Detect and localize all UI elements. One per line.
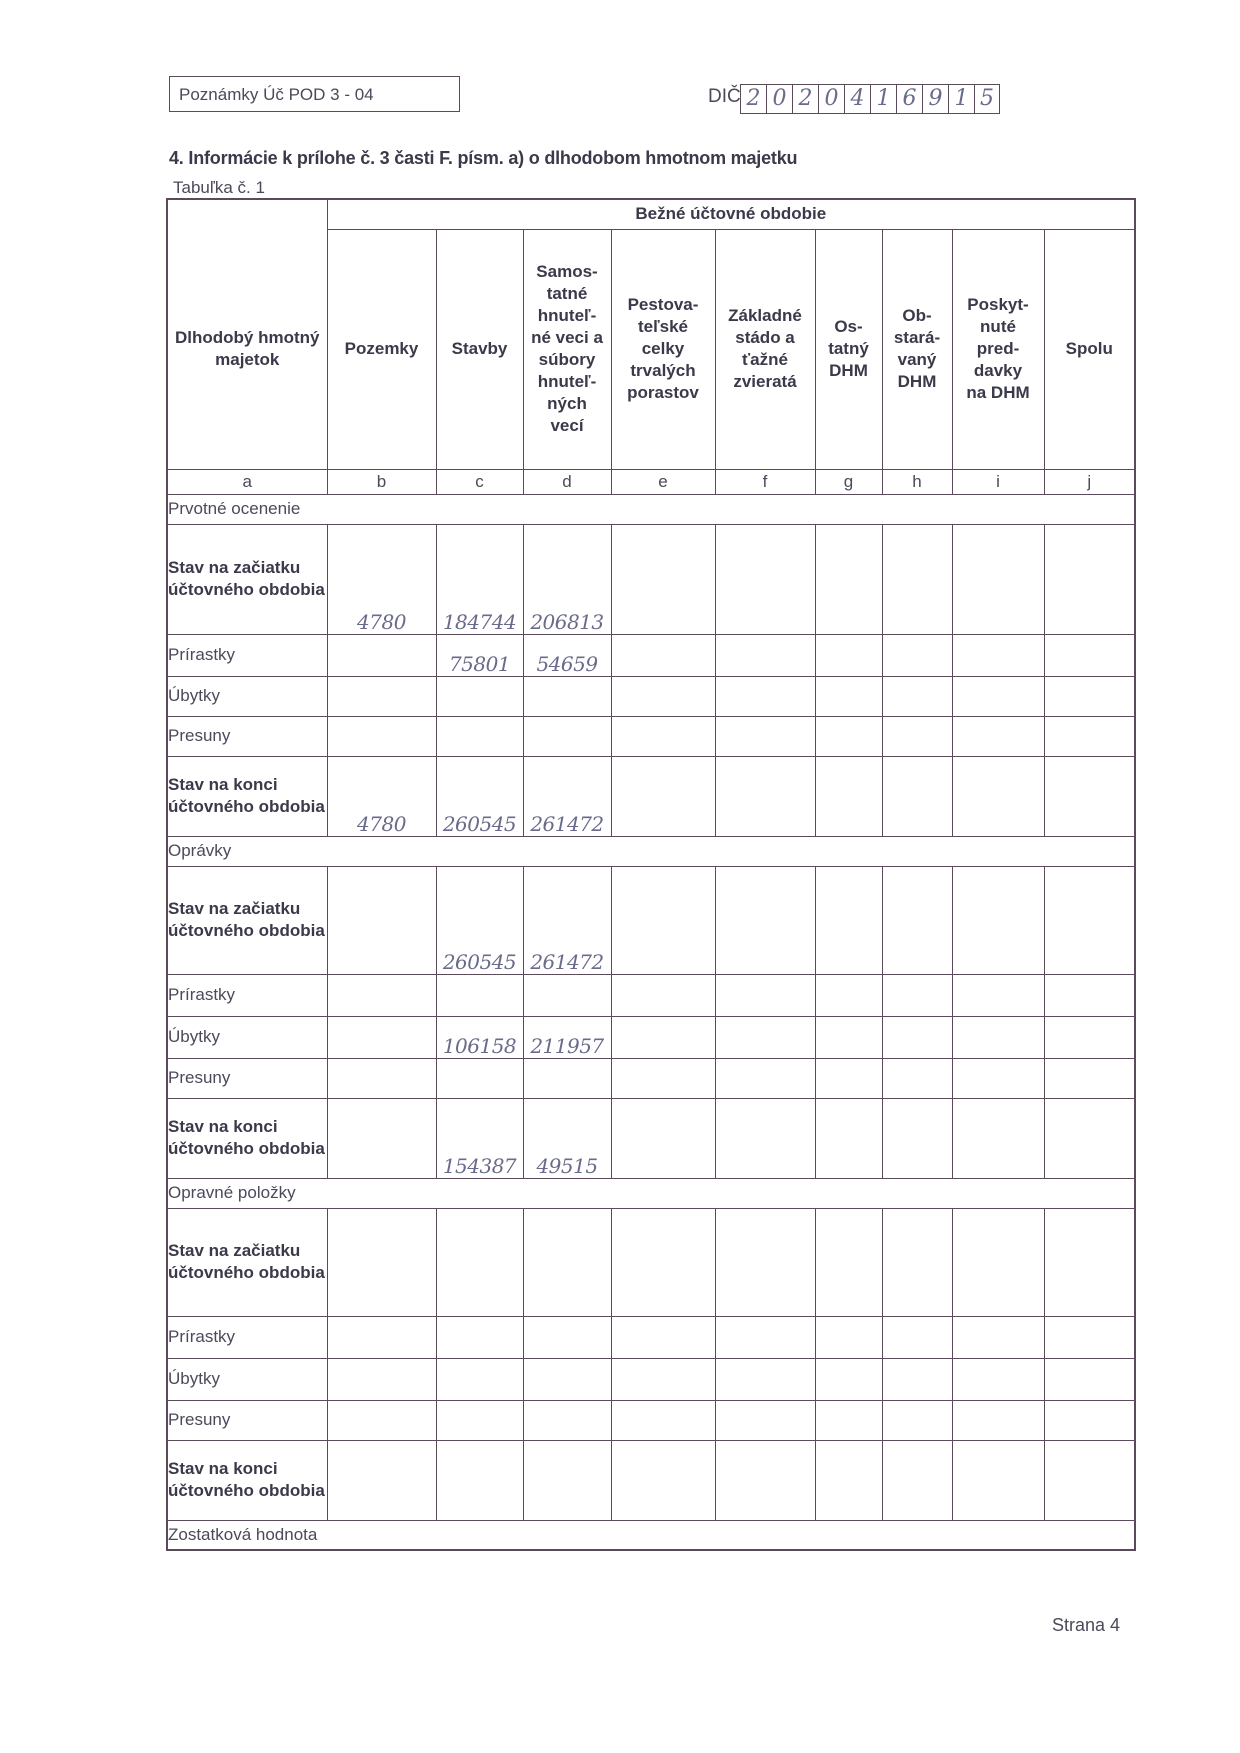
dic-digit: 0 bbox=[818, 84, 844, 114]
value-cell: 211957 bbox=[523, 1016, 611, 1058]
value-cell bbox=[1044, 676, 1135, 716]
value-cell bbox=[327, 866, 436, 974]
table-row bbox=[167, 634, 1135, 676]
value-cell bbox=[1044, 1098, 1135, 1178]
table-label: Tabuľka č. 1 bbox=[173, 178, 265, 197]
value-cell bbox=[327, 1358, 436, 1400]
value-cell bbox=[815, 1440, 882, 1520]
value-cell bbox=[436, 676, 523, 716]
value-cell bbox=[1044, 1400, 1135, 1440]
value-cell bbox=[1044, 1440, 1135, 1520]
value-cell bbox=[523, 1316, 611, 1358]
row-label: Úbytky bbox=[167, 676, 327, 716]
table-row bbox=[167, 1058, 1135, 1098]
value-cell bbox=[611, 634, 715, 676]
final-row bbox=[167, 1520, 1135, 1550]
value-cell bbox=[523, 676, 611, 716]
row-label: Prírastky bbox=[167, 1316, 327, 1358]
page-number: Strana 4 bbox=[1052, 1615, 1121, 1635]
form-code-box: Poznámky Úč POD 3 - 04 bbox=[169, 76, 460, 112]
value-cell bbox=[611, 1358, 715, 1400]
value-cell: 154387 bbox=[436, 1098, 523, 1178]
section-title-cell: Oprávky bbox=[167, 836, 1135, 866]
value-cell bbox=[715, 1440, 815, 1520]
col-letter: d bbox=[523, 469, 611, 494]
value-cell: 261472 bbox=[523, 866, 611, 974]
value-cell bbox=[611, 1400, 715, 1440]
value-cell: 4780 bbox=[327, 756, 436, 836]
col-header-pestovatelske-celky: Pestova- teľské celky trvalých porastov bbox=[611, 229, 715, 469]
value-cell bbox=[952, 716, 1044, 756]
table-row bbox=[167, 756, 1135, 836]
value-cell bbox=[611, 1316, 715, 1358]
value-cell bbox=[1044, 1208, 1135, 1316]
section-header-row bbox=[167, 1178, 1135, 1208]
value-cell bbox=[611, 716, 715, 756]
value-cell bbox=[1044, 524, 1135, 634]
value-cell bbox=[882, 1208, 952, 1316]
value-cell bbox=[611, 1098, 715, 1178]
value-cell: 206813 bbox=[523, 524, 611, 634]
value-cell bbox=[815, 524, 882, 634]
value-cell bbox=[715, 866, 815, 974]
dic-label: DIČ bbox=[708, 86, 741, 107]
col-letter: j bbox=[1044, 469, 1135, 494]
value-cell bbox=[327, 1016, 436, 1058]
row-label: Presuny bbox=[167, 1058, 327, 1098]
row-label: Úbytky bbox=[167, 1358, 327, 1400]
value-cell bbox=[327, 1208, 436, 1316]
value-cell: 106158 bbox=[436, 1016, 523, 1058]
value-cell bbox=[327, 1058, 436, 1098]
dic-digit: 9 bbox=[922, 84, 948, 114]
table-row bbox=[167, 1208, 1135, 1316]
value-cell bbox=[436, 716, 523, 756]
row-label: Prírastky bbox=[167, 634, 327, 676]
value-cell bbox=[523, 716, 611, 756]
value-cell bbox=[815, 1358, 882, 1400]
value-cell bbox=[611, 1016, 715, 1058]
dic-digit: 1 bbox=[948, 84, 974, 114]
dic-digit: 1 bbox=[870, 84, 896, 114]
value-cell bbox=[436, 1208, 523, 1316]
table-row bbox=[167, 676, 1135, 716]
value-cell bbox=[611, 756, 715, 836]
value-cell bbox=[327, 1098, 436, 1178]
value-cell bbox=[1044, 866, 1135, 974]
value-cell bbox=[882, 1098, 952, 1178]
value-cell bbox=[815, 1016, 882, 1058]
value-cell bbox=[815, 634, 882, 676]
value-cell bbox=[815, 676, 882, 716]
value-cell bbox=[523, 1208, 611, 1316]
dic-digit: 6 bbox=[896, 84, 922, 114]
value-cell bbox=[882, 676, 952, 716]
value-cell bbox=[882, 1316, 952, 1358]
table-row bbox=[167, 524, 1135, 634]
value-cell bbox=[715, 676, 815, 716]
value-cell bbox=[952, 866, 1044, 974]
value-cell bbox=[952, 676, 1044, 716]
section-title: 4. Informácie k prílohe č. 3 časti F. písm. a) o dlhodobom hmotnom majetku bbox=[169, 148, 798, 168]
table-row bbox=[167, 1016, 1135, 1058]
value-cell: 260545 bbox=[436, 756, 523, 836]
value-cell bbox=[715, 1058, 815, 1098]
value-cell bbox=[436, 1058, 523, 1098]
value-cell bbox=[1044, 756, 1135, 836]
col-header-preddavky: Poskyt- nuté pred- davky na DHM bbox=[952, 229, 1044, 469]
col-header-ostatny-dhm: Os- tatný DHM bbox=[815, 229, 882, 469]
table-row bbox=[167, 1440, 1135, 1520]
dic-boxes bbox=[740, 84, 1000, 114]
row-label: Prírastky bbox=[167, 974, 327, 1016]
dic-digit: 2 bbox=[740, 84, 766, 114]
value-cell bbox=[1044, 716, 1135, 756]
value-cell bbox=[815, 716, 882, 756]
asset-table-wrapper bbox=[166, 198, 1134, 1551]
value-cell: 54659 bbox=[523, 634, 611, 676]
row-label: Stav na konci účtovného obdobia bbox=[167, 1440, 327, 1520]
col-letter: b bbox=[327, 469, 436, 494]
value-cell: 261472 bbox=[523, 756, 611, 836]
value-cell bbox=[815, 974, 882, 1016]
period-header: Bežné účtovné obdobie bbox=[327, 199, 1135, 229]
value-cell bbox=[815, 756, 882, 836]
col-header-stavby: Stavby bbox=[436, 229, 523, 469]
col-header-obstaravany-dhm: Ob- stará- vaný DHM bbox=[882, 229, 952, 469]
value-cell bbox=[882, 524, 952, 634]
value-cell bbox=[882, 634, 952, 676]
value-cell bbox=[952, 634, 1044, 676]
value-cell bbox=[715, 524, 815, 634]
value-cell bbox=[715, 974, 815, 1016]
value-cell bbox=[327, 1400, 436, 1440]
section-header-row bbox=[167, 494, 1135, 524]
row-label: Úbytky bbox=[167, 1016, 327, 1058]
row-label: Stav na konci účtovného obdobia bbox=[167, 756, 327, 836]
table-row bbox=[167, 1316, 1135, 1358]
value-cell bbox=[952, 1058, 1044, 1098]
col-letter: i bbox=[952, 469, 1044, 494]
value-cell bbox=[1044, 1358, 1135, 1400]
value-cell bbox=[1044, 1316, 1135, 1358]
value-cell bbox=[815, 1058, 882, 1098]
row-label: Presuny bbox=[167, 1400, 327, 1440]
col-letter: c bbox=[436, 469, 523, 494]
value-cell bbox=[815, 1400, 882, 1440]
value-cell bbox=[882, 1400, 952, 1440]
value-cell bbox=[882, 1058, 952, 1098]
col-letter: a bbox=[167, 469, 327, 494]
value-cell bbox=[952, 1098, 1044, 1178]
col-letter: f bbox=[715, 469, 815, 494]
value-cell bbox=[327, 634, 436, 676]
value-cell: 4780 bbox=[327, 524, 436, 634]
value-cell: 49515 bbox=[523, 1098, 611, 1178]
value-cell bbox=[952, 524, 1044, 634]
value-cell: 260545 bbox=[436, 866, 523, 974]
value-cell bbox=[436, 1316, 523, 1358]
value-cell bbox=[952, 756, 1044, 836]
section-title-cell: Opravné položky bbox=[167, 1178, 1135, 1208]
value-cell bbox=[523, 1058, 611, 1098]
value-cell bbox=[882, 1358, 952, 1400]
value-cell bbox=[815, 1098, 882, 1178]
row-label: Stav na začiatku účtovného obdobia bbox=[167, 1208, 327, 1316]
first-col-header: Dlhodobý hmotný majetok bbox=[167, 199, 327, 469]
value-cell bbox=[952, 1016, 1044, 1058]
value-cell bbox=[611, 524, 715, 634]
value-cell bbox=[611, 974, 715, 1016]
value-cell bbox=[715, 1016, 815, 1058]
final-row-label: Zostatková hodnota bbox=[167, 1520, 1135, 1550]
value-cell bbox=[882, 974, 952, 1016]
value-cell bbox=[815, 1316, 882, 1358]
asset-table bbox=[166, 198, 1136, 1551]
value-cell bbox=[611, 1058, 715, 1098]
value-cell bbox=[523, 974, 611, 1016]
asset-table-body bbox=[167, 494, 1135, 1550]
value-cell bbox=[523, 1440, 611, 1520]
value-cell bbox=[327, 716, 436, 756]
dic-digit: 2 bbox=[792, 84, 818, 114]
row-label: Presuny bbox=[167, 716, 327, 756]
table-row bbox=[167, 866, 1135, 974]
value-cell bbox=[952, 1400, 1044, 1440]
value-cell bbox=[327, 1440, 436, 1520]
col-letter: h bbox=[882, 469, 952, 494]
value-cell: 184744 bbox=[436, 524, 523, 634]
value-cell bbox=[436, 1440, 523, 1520]
row-label: Stav na začiatku účtovného obdobia bbox=[167, 866, 327, 974]
dic-digit: 5 bbox=[974, 84, 1000, 114]
col-letter: g bbox=[815, 469, 882, 494]
value-cell: 75801 bbox=[436, 634, 523, 676]
value-cell bbox=[882, 866, 952, 974]
value-cell bbox=[1044, 1058, 1135, 1098]
value-cell bbox=[715, 716, 815, 756]
table-row bbox=[167, 1358, 1135, 1400]
value-cell bbox=[882, 756, 952, 836]
value-cell bbox=[715, 1358, 815, 1400]
col-header-zakladne-stado: Základné stádo a ťažné zvieratá bbox=[715, 229, 815, 469]
row-label: Stav na začiatku účtovného obdobia bbox=[167, 524, 327, 634]
table-row bbox=[167, 1098, 1135, 1178]
section-title-cell: Prvotné ocenenie bbox=[167, 494, 1135, 524]
value-cell bbox=[715, 1208, 815, 1316]
value-cell bbox=[1044, 974, 1135, 1016]
value-cell bbox=[952, 1316, 1044, 1358]
value-cell bbox=[611, 866, 715, 974]
table-row bbox=[167, 1400, 1135, 1440]
value-cell bbox=[436, 1358, 523, 1400]
value-cell bbox=[715, 634, 815, 676]
dic-digit: 4 bbox=[844, 84, 870, 114]
value-cell bbox=[523, 1358, 611, 1400]
value-cell bbox=[952, 1208, 1044, 1316]
col-letter: e bbox=[611, 469, 715, 494]
value-cell bbox=[815, 866, 882, 974]
value-cell bbox=[715, 1400, 815, 1440]
col-header-spolu: Spolu bbox=[1044, 229, 1135, 469]
value-cell bbox=[327, 1316, 436, 1358]
dic-digit: 0 bbox=[766, 84, 792, 114]
value-cell bbox=[611, 1440, 715, 1520]
value-cell bbox=[327, 676, 436, 716]
value-cell bbox=[882, 1016, 952, 1058]
value-cell bbox=[715, 1098, 815, 1178]
value-cell bbox=[952, 974, 1044, 1016]
value-cell bbox=[815, 1208, 882, 1316]
table-row bbox=[167, 974, 1135, 1016]
value-cell bbox=[952, 1440, 1044, 1520]
table-row bbox=[167, 716, 1135, 756]
value-cell bbox=[715, 756, 815, 836]
value-cell bbox=[1044, 634, 1135, 676]
value-cell bbox=[436, 1400, 523, 1440]
value-cell bbox=[1044, 1016, 1135, 1058]
value-cell bbox=[952, 1358, 1044, 1400]
value-cell bbox=[715, 1316, 815, 1358]
col-header-hnutelne-veci: Samos- tatné hnuteľ- né veci a súbory hnuteľ- ných vecí bbox=[523, 229, 611, 469]
col-header-pozemky: Pozemky bbox=[327, 229, 436, 469]
value-cell bbox=[611, 1208, 715, 1316]
value-cell bbox=[436, 974, 523, 1016]
value-cell bbox=[327, 974, 436, 1016]
row-label: Stav na konci účtovného obdobia bbox=[167, 1098, 327, 1178]
value-cell bbox=[611, 676, 715, 716]
value-cell bbox=[882, 1440, 952, 1520]
value-cell bbox=[523, 1400, 611, 1440]
section-header-row bbox=[167, 836, 1135, 866]
value-cell bbox=[882, 716, 952, 756]
